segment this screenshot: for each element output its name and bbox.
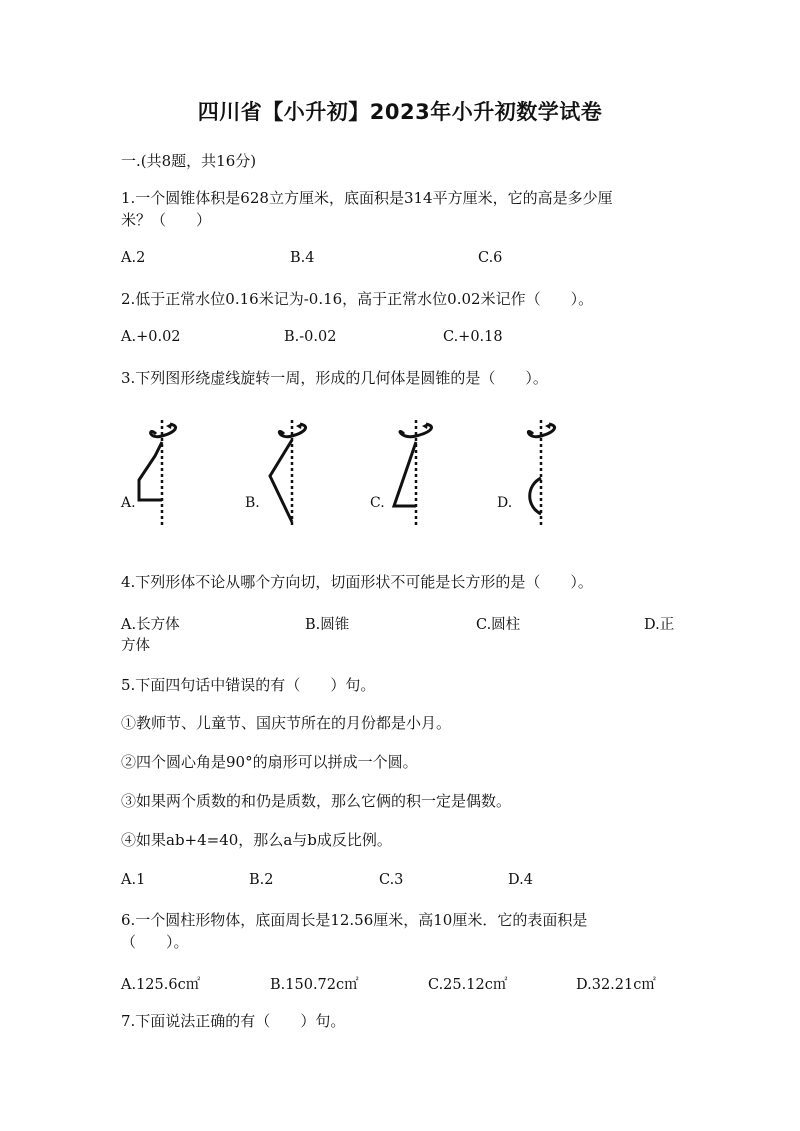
question-6-text — [121, 909, 587, 953]
question-1-option-b[interactable]: B.4 — [290, 250, 315, 266]
question-1-line-2: 米？（ ） — [121, 211, 212, 229]
question-6-option-a[interactable]: A.125.6c㎡ — [121, 977, 201, 993]
question-4-option-d[interactable]: D.正 — [644, 617, 675, 633]
question-5-statement-3: ③如果两个质数的和仍是质数，那么它俩的积一定是偶数。 — [121, 792, 512, 810]
question-6-option-c[interactable]: C.25.12c㎡ — [428, 977, 508, 993]
figure-a — [136, 418, 186, 532]
figure-b — [266, 418, 316, 532]
question-6-option-d[interactable]: D.32.21c㎡ — [576, 977, 656, 993]
figure-d-shape — [515, 418, 565, 528]
question-6-option-b[interactable]: B.150.72c㎡ — [270, 977, 359, 993]
question-4-option-d-wrap: 方体 — [121, 638, 150, 654]
question-5-statement-4: ④如果ab+4=40，那么a与b成反比例。 — [121, 831, 392, 849]
question-2-option-a[interactable]: A.+0.02 — [121, 329, 181, 345]
figure-a-label[interactable]: A. — [121, 495, 136, 511]
figure-c-outline — [394, 442, 416, 506]
figure-c-label[interactable]: C. — [370, 495, 385, 511]
figure-b-outline — [270, 440, 292, 522]
section-heading: 一.(共8题，共16分) — [121, 152, 257, 170]
question-7-text: 7.下面说法正确的有（ ）句。 — [121, 1012, 346, 1030]
question-5-option-a[interactable]: A.1 — [121, 872, 146, 888]
question-1-option-c[interactable]: C.6 — [478, 250, 503, 266]
figure-a-shape — [136, 418, 186, 528]
figure-d-label[interactable]: D. — [497, 495, 513, 511]
question-5-option-b[interactable]: B.2 — [249, 872, 274, 888]
question-4-option-a[interactable]: A.长方体 — [121, 617, 180, 633]
question-4-text: 4.下列形体不论从哪个方向切，切面形状不可能是长方形的是（ ）。 — [121, 573, 593, 591]
question-5-text: 5.下面四句话中错误的有（ ）句。 — [121, 676, 376, 694]
figure-c-shape — [390, 418, 440, 528]
question-2-text: 2.低于正常水位0.16米记为-0.16，高于正常水位0.02米记作（ ）。 — [121, 290, 594, 308]
exam-title: 四川省【小升初】2023年小升初数学试卷 — [197, 100, 603, 124]
figure-c — [390, 418, 440, 532]
question-1-text — [121, 187, 613, 231]
question-5-statement-1: ①教师节、儿童节、国庆节所在的月份都是小月。 — [121, 714, 452, 732]
figure-b-label[interactable]: B. — [245, 495, 260, 511]
question-3-text: 3.下列图形绕虚线旋转一周，形成的几何体是圆锥的是（ ）。 — [121, 369, 548, 387]
question-1-option-a[interactable]: A.2 — [121, 250, 146, 266]
question-6-line-1: 6.一个圆柱形物体，底面周长是12.56厘米，高10厘米．它的表面积是 — [121, 911, 588, 929]
question-5-statement-2: ②四个圆心角是90°的扇形可以拼成一个圆。 — [121, 753, 418, 771]
question-5-option-c[interactable]: C.3 — [379, 872, 404, 888]
question-1-line-1: 1.一个圆锥体积是628立方厘米，底面积是314平方厘米，它的高是多少厘 — [121, 189, 613, 207]
figure-b-shape — [266, 418, 316, 528]
question-5-option-d[interactable]: D.4 — [508, 872, 533, 888]
figure-a-outline — [139, 442, 162, 500]
question-2-option-c[interactable]: C.+0.18 — [443, 329, 503, 345]
question-4-option-c[interactable]: C.圆柱 — [476, 617, 521, 633]
question-2-option-b[interactable]: B.-0.02 — [284, 329, 337, 345]
figure-d-outline — [530, 478, 541, 514]
figure-d — [515, 418, 565, 532]
question-4-option-b[interactable]: B.圆锥 — [305, 617, 350, 633]
question-6-line-2: （ ）。 — [121, 933, 189, 951]
